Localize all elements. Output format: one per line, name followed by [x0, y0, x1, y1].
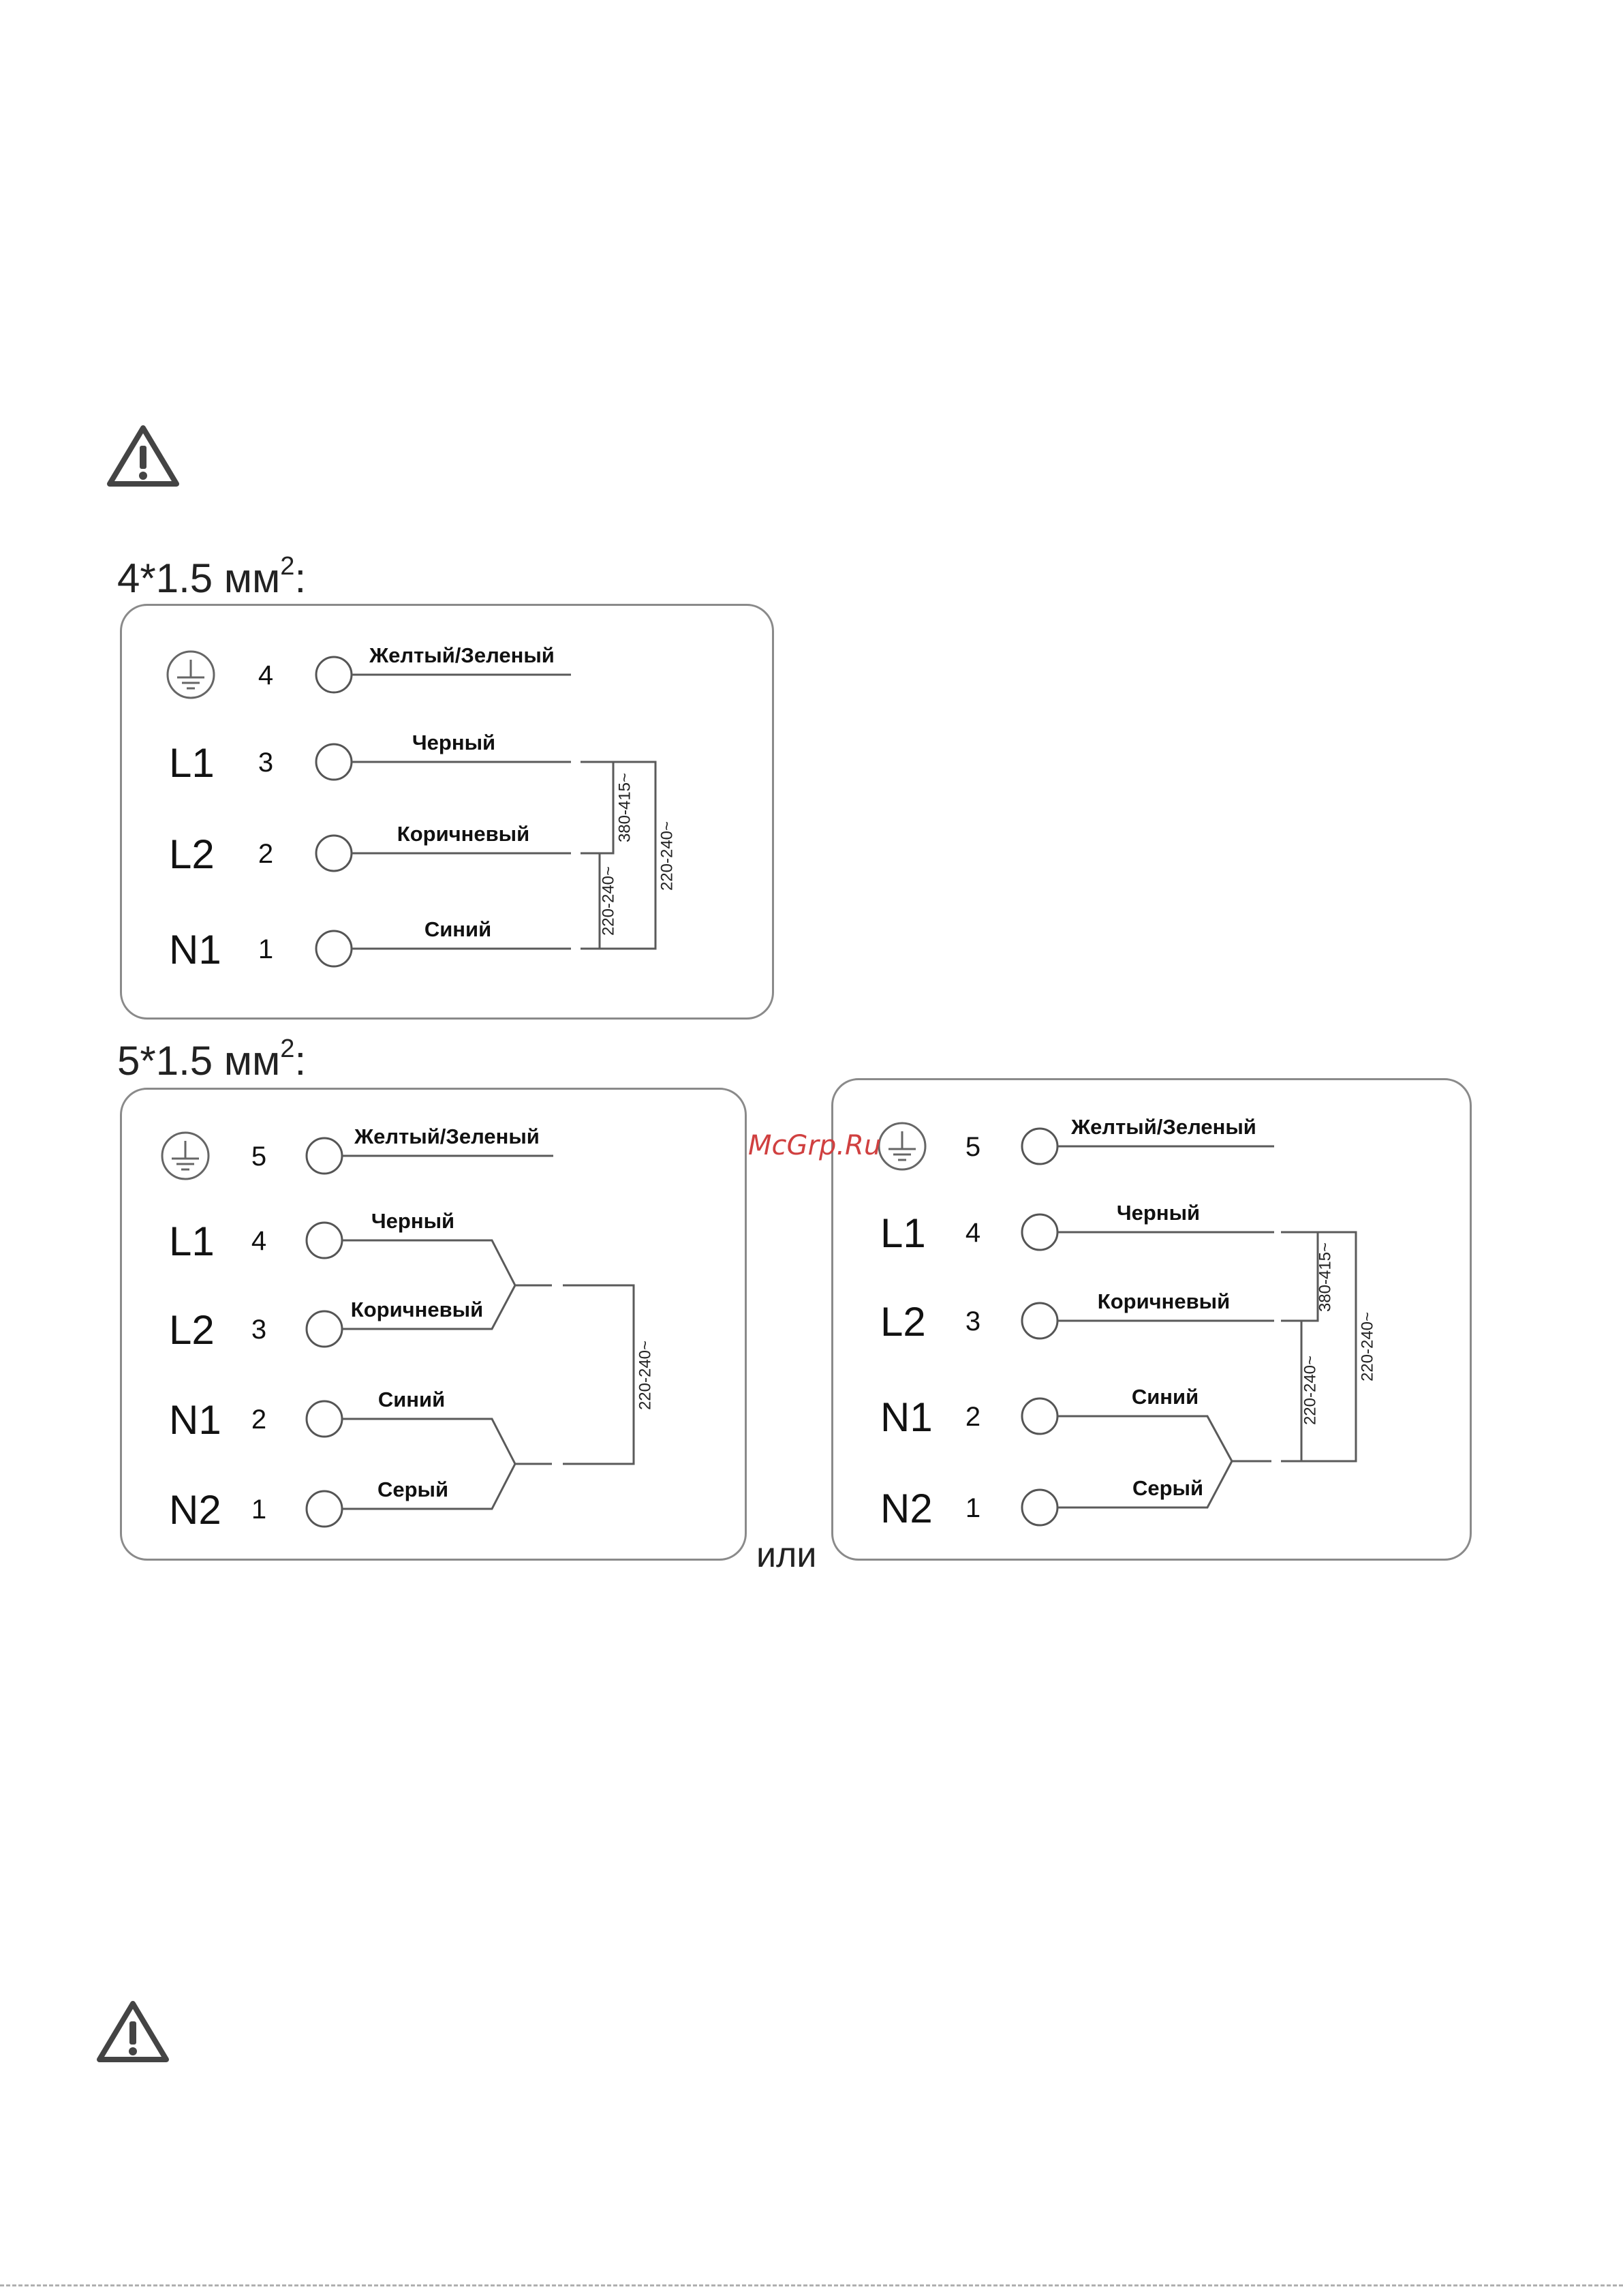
wire-color-label: Серый — [1132, 1476, 1204, 1500]
wire-color-label: Синий — [377, 1388, 446, 1411]
phase-label: L2 — [169, 831, 215, 877]
terminal-number: 3 — [965, 1306, 981, 1336]
terminal-number: 4 — [258, 660, 274, 690]
voltage-label: 220-240~ — [1301, 1355, 1320, 1426]
heading-text: 4*1.5 мм — [117, 555, 281, 601]
wire-color-label: Черный — [412, 731, 496, 754]
wire-color-label: Черный — [371, 1209, 455, 1233]
phase-label: N1 — [169, 927, 221, 973]
phase-label: N1 — [880, 1394, 933, 1440]
phase-label: L2 — [169, 1307, 215, 1353]
phase-label: N2 — [169, 1487, 221, 1533]
terminal-number: 2 — [251, 1405, 267, 1435]
page-bottom-rule — [0, 2284, 1623, 2286]
wire-color-label: Черный — [1116, 1201, 1201, 1225]
terminal-number: 5 — [965, 1132, 981, 1162]
heading-superscript: 2 — [280, 552, 295, 581]
phase-label: N2 — [880, 1486, 933, 1531]
or-separator: или — [756, 1535, 817, 1575]
voltage-label: 220-240~ — [599, 866, 618, 936]
voltage-label: 220-240~ — [658, 821, 677, 891]
voltage-label: 380-415~ — [615, 772, 634, 843]
wire-color-label: Коричневый — [350, 1298, 484, 1321]
warning-triangle-icon — [95, 1998, 170, 2065]
terminal-number: 1 — [258, 934, 274, 964]
heading-colon: : — [294, 1038, 307, 1084]
terminal-number: 1 — [965, 1493, 981, 1523]
heading-superscript: 2 — [280, 1035, 295, 1063]
wire-color-label: Коричневый — [1097, 1289, 1231, 1313]
terminal-number: 5 — [251, 1142, 267, 1172]
wire-color-label: Желтый/Зеленый — [354, 1124, 540, 1148]
wire-color-label: Синий — [424, 917, 492, 941]
terminal-circle — [1022, 1398, 1057, 1434]
terminal-number: 4 — [965, 1218, 981, 1248]
wire-line — [1057, 1416, 1232, 1461]
terminal-number: 4 — [251, 1226, 267, 1256]
terminal-circle — [1022, 1303, 1057, 1338]
phase-label: L1 — [169, 1219, 215, 1264]
wire-color-label: Желтый/Зеленый — [369, 643, 555, 667]
terminal-circle — [1022, 1214, 1057, 1250]
terminal-circle — [1022, 1129, 1057, 1164]
wire-color-label: Синий — [1131, 1385, 1199, 1409]
voltage-label: 380-415~ — [1316, 1242, 1335, 1313]
ground-icon — [879, 1123, 925, 1169]
wire-color-label: Серый — [377, 1478, 449, 1501]
voltage-label: 220-240~ — [636, 1340, 655, 1411]
wire-color-label: Желтый/Зеленый — [1071, 1115, 1256, 1139]
wire-color-label: Коричневый — [397, 822, 530, 846]
heading-colon: : — [294, 555, 307, 601]
terminal-number: 3 — [258, 748, 274, 778]
terminal-number: 1 — [251, 1495, 267, 1525]
voltage-label: 220-240~ — [1358, 1311, 1377, 1382]
phase-label: L2 — [880, 1299, 926, 1345]
terminal-number: 2 — [258, 839, 274, 869]
terminal-number: 3 — [251, 1315, 267, 1345]
phase-label: N1 — [169, 1397, 221, 1443]
terminal-number: 2 — [965, 1402, 981, 1432]
terminal-circle — [1022, 1490, 1057, 1525]
watermark: McGrp.Ru — [748, 1130, 882, 1161]
phase-label: L1 — [169, 740, 215, 786]
heading-text: 5*1.5 мм — [117, 1038, 281, 1084]
phase-label: L1 — [880, 1210, 926, 1256]
